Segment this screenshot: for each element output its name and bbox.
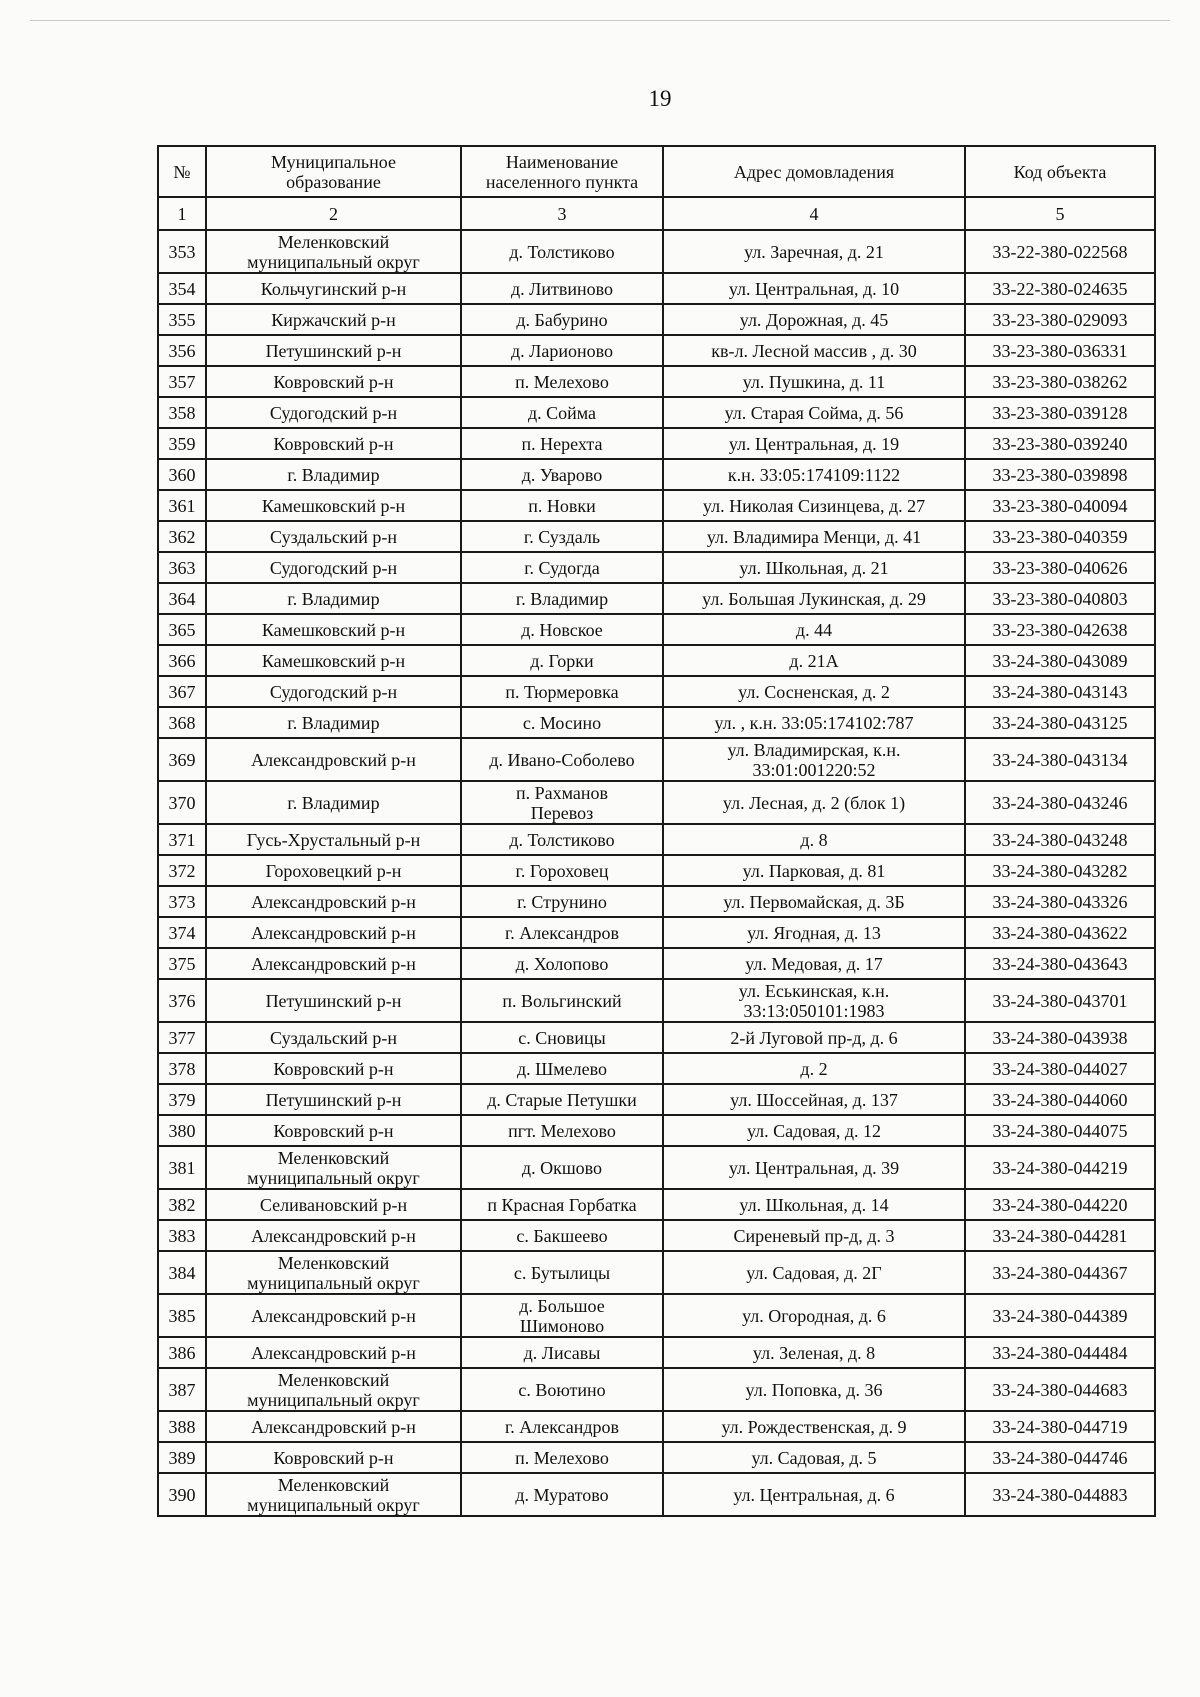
row-number-cell: 381	[158, 1146, 206, 1189]
header-settlement: Наименование населенного пункта	[461, 146, 663, 197]
address-cell: ул. Зеленая, д. 8	[663, 1337, 965, 1368]
row-number-cell: 370	[158, 781, 206, 824]
row-number-cell: 362	[158, 521, 206, 552]
settlement-cell: д. Большое Шимоново	[461, 1294, 663, 1337]
row-number-cell: 375	[158, 948, 206, 979]
object-code-cell: 33-24-380-044484	[965, 1337, 1155, 1368]
municipality-cell: Судогодский р-н	[206, 676, 461, 707]
header-object-code: Код объекта	[965, 146, 1155, 197]
address-cell: Сиреневый пр-д, д. 3	[663, 1220, 965, 1251]
column-number: 1	[158, 197, 206, 230]
municipality-cell: Ковровский р-н	[206, 1115, 461, 1146]
address-cell: ул. Центральная, д. 6	[663, 1473, 965, 1516]
settlement-cell: д. Уварово	[461, 459, 663, 490]
object-code-cell: 33-24-380-044075	[965, 1115, 1155, 1146]
settlement-cell: д. Старые Петушки	[461, 1084, 663, 1115]
table-row	[158, 781, 1155, 824]
object-code-cell: 33-22-380-022568	[965, 230, 1155, 273]
table-row	[158, 1473, 1155, 1516]
settlement-cell: п. Тюрмеровка	[461, 676, 663, 707]
address-cell: ул. Рождественская, д. 9	[663, 1411, 965, 1442]
object-code-cell: 33-24-380-043134	[965, 738, 1155, 781]
settlement-cell: с. Бакшеево	[461, 1220, 663, 1251]
address-cell: ул. Поповка, д. 36	[663, 1368, 965, 1411]
settlement-cell: д. Лисавы	[461, 1337, 663, 1368]
municipality-cell: Петушинский р-н	[206, 335, 461, 366]
settlement-cell: д. Холопово	[461, 948, 663, 979]
settlement-cell: п. Нерехта	[461, 428, 663, 459]
address-cell: ул. Дорожная, д. 45	[663, 304, 965, 335]
row-number-cell: 388	[158, 1411, 206, 1442]
object-code-cell: 33-23-380-040626	[965, 552, 1155, 583]
address-cell: ул. Лесная, д. 2 (блок 1)	[663, 781, 965, 824]
table-row	[158, 855, 1155, 886]
column-number: 5	[965, 197, 1155, 230]
settlement-cell: п. Вольгинский	[461, 979, 663, 1022]
settlement-cell: д. Толстиково	[461, 230, 663, 273]
table-row	[158, 335, 1155, 366]
municipality-cell: Меленковский муниципальный округ	[206, 230, 461, 273]
municipality-cell: Суздальский р-н	[206, 1022, 461, 1053]
table-row	[158, 273, 1155, 304]
table-row	[158, 459, 1155, 490]
row-number-cell: 371	[158, 824, 206, 855]
row-number-cell: 390	[158, 1473, 206, 1516]
table-row	[158, 1251, 1155, 1294]
row-number-cell: 376	[158, 979, 206, 1022]
settlement-cell: д. Новское	[461, 614, 663, 645]
table-row	[158, 490, 1155, 521]
object-code-cell: 33-24-380-044719	[965, 1411, 1155, 1442]
address-cell: д. 2	[663, 1053, 965, 1084]
object-code-cell: 33-24-380-043089	[965, 645, 1155, 676]
municipality-cell: Гусь-Хрустальный р-н	[206, 824, 461, 855]
row-number-cell: 357	[158, 366, 206, 397]
municipality-cell: Киржачский р-н	[206, 304, 461, 335]
row-number-cell: 384	[158, 1251, 206, 1294]
header-address: Адрес домовладения	[663, 146, 965, 197]
table-row	[158, 1411, 1155, 1442]
scan-top-edge-line	[30, 20, 1170, 21]
object-code-cell: 33-24-380-044367	[965, 1251, 1155, 1294]
object-code-cell: 33-24-380-043622	[965, 917, 1155, 948]
row-number-cell: 389	[158, 1442, 206, 1473]
table-row	[158, 428, 1155, 459]
municipality-cell: Александровский р-н	[206, 1411, 461, 1442]
row-number-cell: 382	[158, 1189, 206, 1220]
column-number: 4	[663, 197, 965, 230]
table-row	[158, 1189, 1155, 1220]
object-code-cell: 33-23-380-039128	[965, 397, 1155, 428]
address-cell: ул. Садовая, д. 2Г	[663, 1251, 965, 1294]
address-cell: ул. Медовая, д. 17	[663, 948, 965, 979]
settlement-cell: г. Александров	[461, 1411, 663, 1442]
page-number: 19	[648, 86, 672, 111]
municipality-cell: Ковровский р-н	[206, 1053, 461, 1084]
settlement-cell: с. Сновицы	[461, 1022, 663, 1053]
row-number-cell: 365	[158, 614, 206, 645]
settlement-cell: д. Толстиково	[461, 824, 663, 855]
row-number-cell: 367	[158, 676, 206, 707]
settlement-cell: д. Бабурино	[461, 304, 663, 335]
address-cell: ул. Садовая, д. 5	[663, 1442, 965, 1473]
row-number-cell: 383	[158, 1220, 206, 1251]
address-cell: д. 44	[663, 614, 965, 645]
municipality-cell: Суздальский р-н	[206, 521, 461, 552]
row-number-cell: 360	[158, 459, 206, 490]
object-code-cell: 33-23-380-040359	[965, 521, 1155, 552]
address-cell: ул. Владимира Менци, д. 41	[663, 521, 965, 552]
address-cell: ул. Огородная, д. 6	[663, 1294, 965, 1337]
object-code-cell: 33-24-380-044219	[965, 1146, 1155, 1189]
address-cell: ул. Владимирская, к.н. 33:01:001220:52	[663, 738, 965, 781]
row-number-cell: 361	[158, 490, 206, 521]
table-row	[158, 552, 1155, 583]
address-cell: 2-й Луговой пр-д, д. 6	[663, 1022, 965, 1053]
settlement-cell: с. Бутылицы	[461, 1251, 663, 1294]
row-number-cell: 354	[158, 273, 206, 304]
row-number-cell: 363	[158, 552, 206, 583]
table-row	[158, 886, 1155, 917]
households-table	[157, 145, 1156, 1517]
address-cell: ул. Шоссейная, д. 137	[663, 1084, 965, 1115]
municipality-cell: Александровский р-н	[206, 917, 461, 948]
table-row	[158, 1368, 1155, 1411]
row-number-cell: 358	[158, 397, 206, 428]
municipality-cell: г. Владимир	[206, 781, 461, 824]
address-cell: к.н. 33:05:174109:1122	[663, 459, 965, 490]
address-cell: ул. Школьная, д. 14	[663, 1189, 965, 1220]
settlement-cell: г. Владимир	[461, 583, 663, 614]
table-header-row	[158, 146, 1155, 197]
settlement-cell: д. Горки	[461, 645, 663, 676]
table-row	[158, 583, 1155, 614]
table-row	[158, 1115, 1155, 1146]
table-row	[158, 1084, 1155, 1115]
object-code-cell: 33-24-380-043326	[965, 886, 1155, 917]
municipality-cell: Судогодский р-н	[206, 552, 461, 583]
table-row	[158, 1022, 1155, 1053]
table-row	[158, 230, 1155, 273]
table-row	[158, 979, 1155, 1022]
settlement-cell: с. Воютино	[461, 1368, 663, 1411]
municipality-cell: Петушинский р-н	[206, 979, 461, 1022]
address-cell: ул. Сосненская, д. 2	[663, 676, 965, 707]
table-row	[158, 824, 1155, 855]
settlement-cell: г. Александров	[461, 917, 663, 948]
municipality-cell: Меленковский муниципальный округ	[206, 1146, 461, 1189]
table-row	[158, 1337, 1155, 1368]
municipality-cell: Александровский р-н	[206, 1337, 461, 1368]
header-number: №	[158, 146, 206, 197]
table-row	[158, 397, 1155, 428]
column-number-row	[158, 197, 1155, 230]
table-row	[158, 521, 1155, 552]
address-cell: ул. Ягодная, д. 13	[663, 917, 965, 948]
settlement-cell: п. Мелехово	[461, 1442, 663, 1473]
table-row	[158, 917, 1155, 948]
municipality-cell: Александровский р-н	[206, 886, 461, 917]
municipality-cell: Камешковский р-н	[206, 614, 461, 645]
object-code-cell: 33-24-380-044683	[965, 1368, 1155, 1411]
settlement-cell: г. Суздаль	[461, 521, 663, 552]
settlement-cell: д. Шмелево	[461, 1053, 663, 1084]
row-number-cell: 366	[158, 645, 206, 676]
object-code-cell: 33-24-380-044027	[965, 1053, 1155, 1084]
object-code-cell: 33-23-380-036331	[965, 335, 1155, 366]
object-code-cell: 33-23-380-029093	[965, 304, 1155, 335]
row-number-cell: 387	[158, 1368, 206, 1411]
row-number-cell: 380	[158, 1115, 206, 1146]
address-cell: ул. Пушкина, д. 11	[663, 366, 965, 397]
municipality-cell: Судогодский р-н	[206, 397, 461, 428]
row-number-cell: 385	[158, 1294, 206, 1337]
municipality-cell: Селивановский р-н	[206, 1189, 461, 1220]
address-cell: ул. , к.н. 33:05:174102:787	[663, 707, 965, 738]
table-row	[158, 366, 1155, 397]
municipality-cell: Ковровский р-н	[206, 1442, 461, 1473]
object-code-cell: 33-24-380-043282	[965, 855, 1155, 886]
municipality-cell: Меленковский муниципальный округ	[206, 1368, 461, 1411]
row-number-cell: 373	[158, 886, 206, 917]
object-code-cell: 33-24-380-044389	[965, 1294, 1155, 1337]
municipality-cell: Кольчугинский р-н	[206, 273, 461, 304]
settlement-cell: г. Гороховец	[461, 855, 663, 886]
address-cell: ул. Школьная, д. 21	[663, 552, 965, 583]
object-code-cell: 33-24-380-043938	[965, 1022, 1155, 1053]
object-code-cell: 33-24-380-043125	[965, 707, 1155, 738]
table-row	[158, 707, 1155, 738]
address-cell: ул. Большая Лукинская, д. 29	[663, 583, 965, 614]
settlement-cell: д. Литвиново	[461, 273, 663, 304]
object-code-cell: 33-22-380-024635	[965, 273, 1155, 304]
row-number-cell: 377	[158, 1022, 206, 1053]
table-row	[158, 1146, 1155, 1189]
object-code-cell: 33-24-380-044883	[965, 1473, 1155, 1516]
object-code-cell: 33-23-380-039898	[965, 459, 1155, 490]
object-code-cell: 33-23-380-038262	[965, 366, 1155, 397]
municipality-cell: Александровский р-н	[206, 738, 461, 781]
settlement-cell: с. Мосино	[461, 707, 663, 738]
row-number-cell: 364	[158, 583, 206, 614]
row-number-cell: 386	[158, 1337, 206, 1368]
table-row	[158, 614, 1155, 645]
municipality-cell: Меленковский муниципальный округ	[206, 1473, 461, 1516]
row-number-cell: 369	[158, 738, 206, 781]
municipality-cell: г. Владимир	[206, 583, 461, 614]
table-row	[158, 1294, 1155, 1337]
settlement-cell: п Красная Горбатка	[461, 1189, 663, 1220]
municipality-cell: г. Владимир	[206, 459, 461, 490]
address-cell: кв-л. Лесной массив , д. 30	[663, 335, 965, 366]
object-code-cell: 33-24-380-044746	[965, 1442, 1155, 1473]
object-code-cell: 33-23-380-039240	[965, 428, 1155, 459]
municipality-cell: Александровский р-н	[206, 1294, 461, 1337]
address-cell: ул. Центральная, д. 19	[663, 428, 965, 459]
address-cell: ул. Николая Сизинцева, д. 27	[663, 490, 965, 521]
address-cell: ул. Заречная, д. 21	[663, 230, 965, 273]
row-number-cell: 379	[158, 1084, 206, 1115]
address-cell: д. 8	[663, 824, 965, 855]
municipality-cell: Петушинский р-н	[206, 1084, 461, 1115]
object-code-cell: 33-24-380-043248	[965, 824, 1155, 855]
municipality-cell: Александровский р-н	[206, 1220, 461, 1251]
row-number-cell: 353	[158, 230, 206, 273]
settlement-cell: д. Сойма	[461, 397, 663, 428]
row-number-cell: 372	[158, 855, 206, 886]
row-number-cell: 355	[158, 304, 206, 335]
object-code-cell: 33-24-380-044281	[965, 1220, 1155, 1251]
address-cell: ул. Парковая, д. 81	[663, 855, 965, 886]
table-row	[158, 948, 1155, 979]
table-row	[158, 1442, 1155, 1473]
header-municipality: Муниципальное образование	[206, 146, 461, 197]
municipality-cell: Камешковский р-н	[206, 490, 461, 521]
settlement-cell: д. Муратово	[461, 1473, 663, 1516]
object-code-cell: 33-24-380-044060	[965, 1084, 1155, 1115]
row-number-cell: 368	[158, 707, 206, 738]
object-code-cell: 33-24-380-043246	[965, 781, 1155, 824]
address-cell: ул. Первомайская, д. 3Б	[663, 886, 965, 917]
table-row	[158, 304, 1155, 335]
object-code-cell: 33-23-380-040803	[965, 583, 1155, 614]
settlement-cell: г. Судогда	[461, 552, 663, 583]
object-code-cell: 33-24-380-043643	[965, 948, 1155, 979]
address-cell: ул. Центральная, д. 10	[663, 273, 965, 304]
address-cell: ул. Еськинская, к.н. 33:13:050101:1983	[663, 979, 965, 1022]
row-number-cell: 374	[158, 917, 206, 948]
municipality-cell: Александровский р-н	[206, 948, 461, 979]
address-cell: ул. Садовая, д. 12	[663, 1115, 965, 1146]
settlement-cell: п. Новки	[461, 490, 663, 521]
address-cell: д. 21А	[663, 645, 965, 676]
object-code-cell: 33-23-380-042638	[965, 614, 1155, 645]
settlement-cell: г. Струнино	[461, 886, 663, 917]
municipality-cell: Ковровский р-н	[206, 366, 461, 397]
settlement-cell: п. Рахманов Перевоз	[461, 781, 663, 824]
table-body	[158, 230, 1155, 1516]
settlement-cell: д. Окшово	[461, 1146, 663, 1189]
object-code-cell: 33-24-380-044220	[965, 1189, 1155, 1220]
municipality-cell: Меленковский муниципальный округ	[206, 1251, 461, 1294]
row-number-cell: 356	[158, 335, 206, 366]
settlement-cell: д. Ларионово	[461, 335, 663, 366]
address-cell: ул. Старая Сойма, д. 56	[663, 397, 965, 428]
object-code-cell: 33-24-380-043143	[965, 676, 1155, 707]
address-cell: ул. Центральная, д. 39	[663, 1146, 965, 1189]
row-number-cell: 378	[158, 1053, 206, 1084]
column-number: 2	[206, 197, 461, 230]
municipality-cell: Гороховецкий р-н	[206, 855, 461, 886]
settlement-cell: пгт. Мелехово	[461, 1115, 663, 1146]
object-code-cell: 33-24-380-043701	[965, 979, 1155, 1022]
row-number-cell: 359	[158, 428, 206, 459]
table-row	[158, 1220, 1155, 1251]
table-row	[158, 645, 1155, 676]
table-row	[158, 738, 1155, 781]
settlement-cell: д. Ивано-Соболево	[461, 738, 663, 781]
municipality-cell: Камешковский р-н	[206, 645, 461, 676]
column-number: 3	[461, 197, 663, 230]
table-row	[158, 1053, 1155, 1084]
municipality-cell: Ковровский р-н	[206, 428, 461, 459]
table-row	[158, 676, 1155, 707]
settlement-cell: п. Мелехово	[461, 366, 663, 397]
municipality-cell: г. Владимир	[206, 707, 461, 738]
object-code-cell: 33-23-380-040094	[965, 490, 1155, 521]
